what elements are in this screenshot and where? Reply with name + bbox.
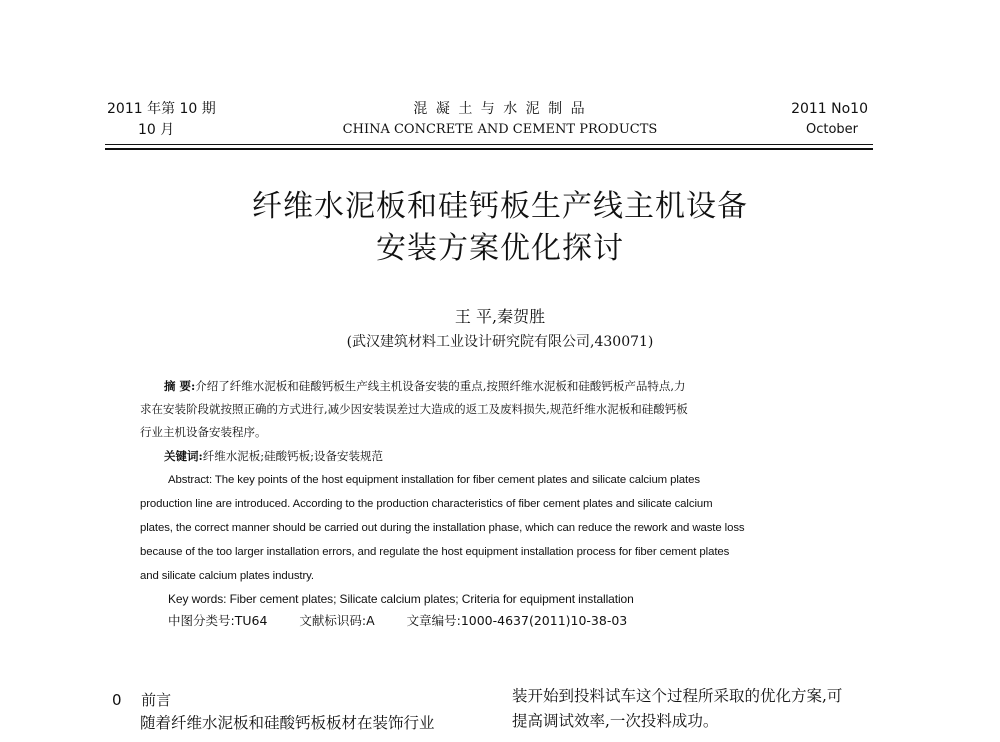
- abstract-cn-line-3: 行业主机设备安装程序。: [140, 425, 267, 439]
- section-number: 0: [112, 691, 122, 709]
- abstract-en-line-4: because of the too larger installation errors, and regulate the host equipment installation process for fiber cement plates: [140, 546, 730, 558]
- header-month-cn: 10 月: [138, 122, 175, 138]
- article-title-line-1: 纤维水泥板和硅钙板生产线主机设备: [252, 189, 748, 224]
- header-issue-cn: 2011 年第 10 期: [107, 101, 216, 117]
- right-column-line-2: 提高调试效率,一次投料成功。: [512, 712, 719, 730]
- keywords-cn-text: 纤维水泥板;硅酸钙板;设备安装规范: [202, 449, 383, 463]
- abstract-cn-text-1: 介绍了纤维水泥板和硅酸钙板生产线主机设备安装的重点,按照纤维水泥板和硅酸钙板产品特点,力: [195, 379, 686, 393]
- abstract-cn-label: 摘 要:: [164, 379, 196, 393]
- keywords-cn: [164, 448, 864, 464]
- header-issue-en: 2011 No10: [791, 101, 868, 117]
- header-rule-top: [105, 144, 873, 145]
- keywords-en: Key words: Fiber cement plates; Silicate calcium plates; Criteria for equipment installation: [168, 592, 634, 606]
- article-title-line-2: 安装方案优化探讨: [376, 231, 624, 266]
- left-column-line-1: 随着纤维水泥板和硅酸钙板板材在装饰行业: [140, 714, 435, 732]
- abstract-en-line-2: production line are introduced. According to the production characteristics of fiber cement plates and silicate calcium: [140, 498, 713, 510]
- abstract-en-line-1: Abstract: The key points of the host equipment installation for fiber cement plates and silicate calcium plates: [168, 474, 700, 486]
- clc-number: 中图分类号:TU64: [168, 613, 268, 628]
- authors: 王 平,秦贺胜: [454, 307, 546, 326]
- document-code: 文献标识码:A: [299, 613, 375, 628]
- keywords-cn-label: 关键词:: [164, 449, 203, 463]
- classification-line: [168, 613, 868, 629]
- abstract-cn-line-1: [164, 378, 844, 394]
- header-month-en: October: [805, 122, 858, 137]
- header-journal-en: CHINA CONCRETE AND CEMENT PRODUCTS: [342, 122, 658, 137]
- affiliation: (武汉建筑材料工业设计研究院有限公司,430071): [346, 334, 654, 350]
- header-journal-cn: 混 凝 土 与 水 泥 制 品: [413, 101, 587, 117]
- article-number: 文章编号:1000-4637(2011)10-38-03: [406, 613, 628, 628]
- abstract-cn-line-2: 求在安装阶段就按照正确的方式进行,减少因安装误差过大造成的返工及废料损失,规范纤维水泥板和硅酸钙板: [140, 402, 688, 416]
- header-rule-bottom: [105, 148, 873, 150]
- abstract-en-line-5: and silicate calcium plates industry.: [140, 570, 314, 582]
- abstract-en-line-3: plates, the correct manner should be carried out during the installation phase, which can reduce the rework and waste loss: [140, 522, 745, 534]
- section-title: 前言: [141, 691, 172, 709]
- right-column-line-1: 装开始到投料试车这个过程所采取的优化方案,可: [512, 687, 843, 705]
- section-heading: [112, 689, 171, 711]
